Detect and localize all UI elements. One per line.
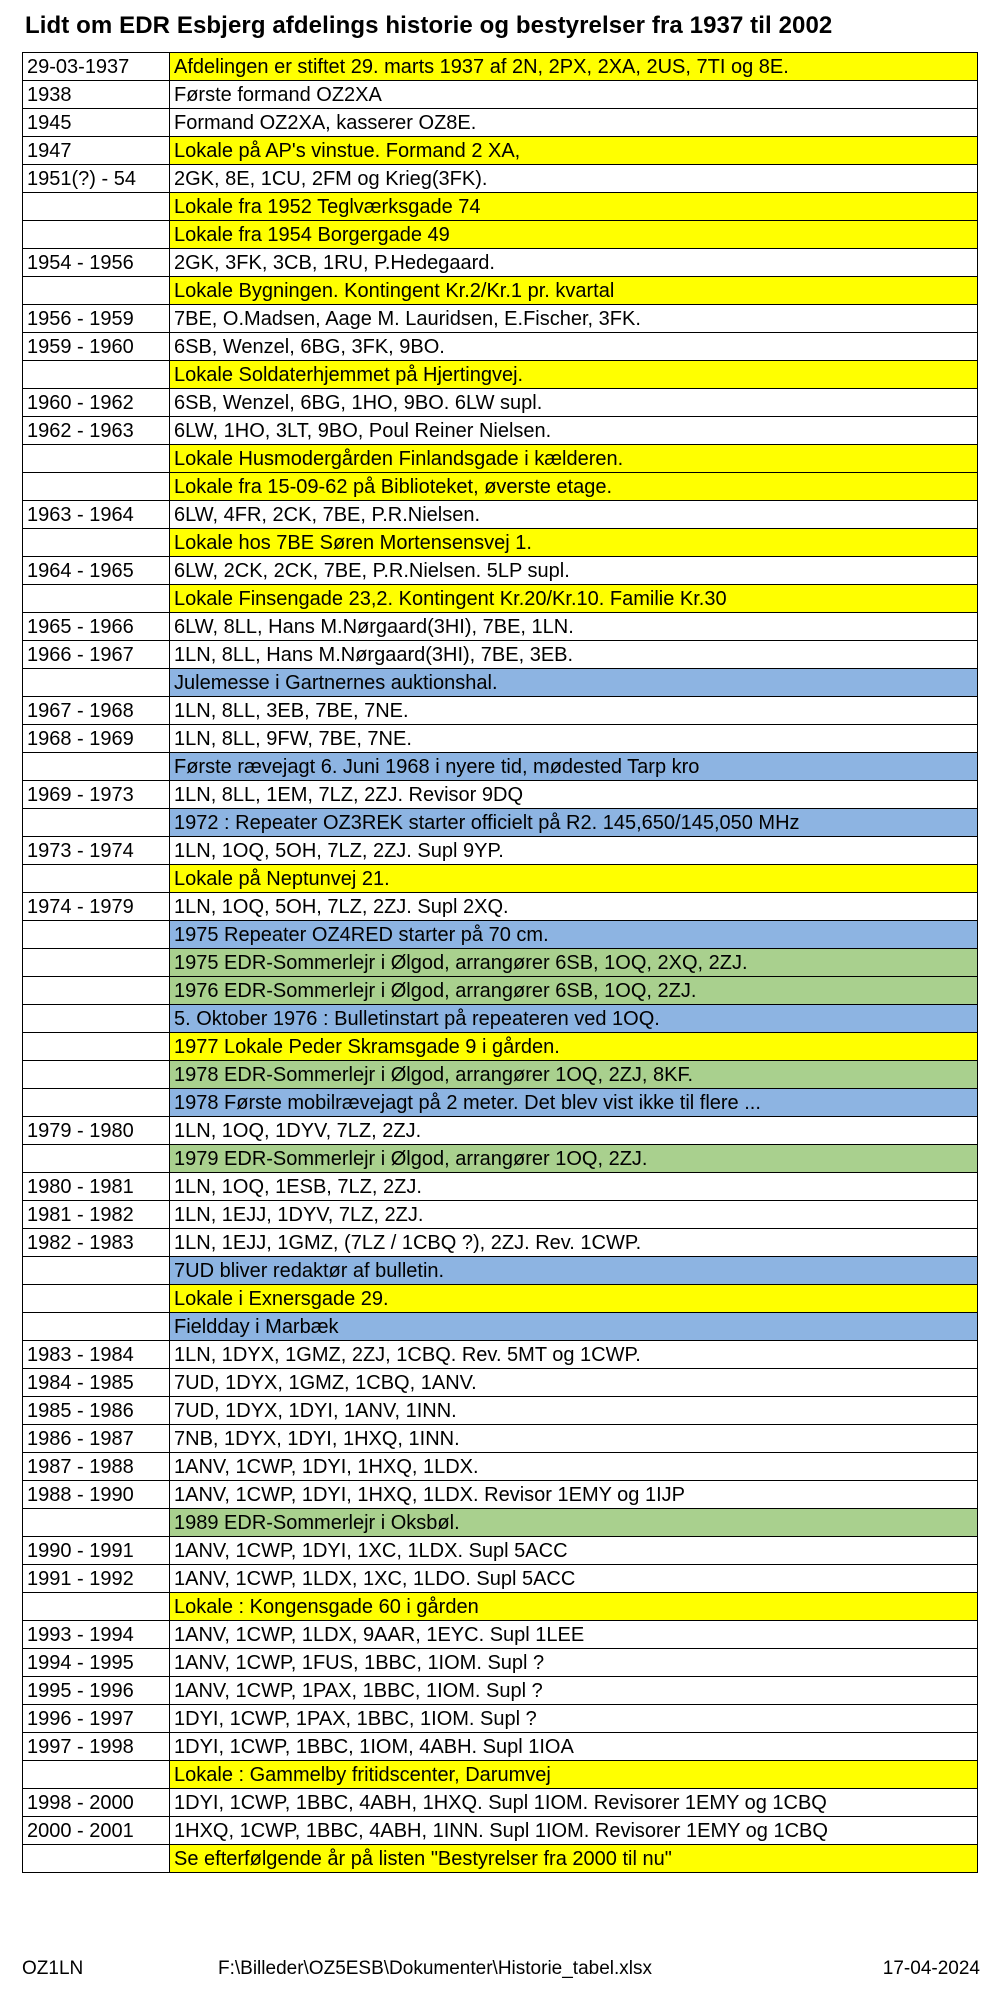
description-cell: 6LW, 8LL, Hans M.Nørgaard(3HI), 7BE, 1LN. (170, 613, 978, 641)
table-row (23, 305, 978, 333)
description-cell: 1ANV, 1CWP, 1LDX, 1XC, 1LDO. Supl 5ACC (170, 1565, 978, 1593)
table-row (23, 585, 978, 613)
table-row (23, 1313, 978, 1341)
year-cell (23, 529, 170, 557)
year-cell (23, 473, 170, 501)
history-table-body (23, 53, 978, 1873)
footer-date: 17-04-2024 (882, 1958, 980, 1979)
table-row (23, 389, 978, 417)
year-cell: 1993 - 1994 (23, 1621, 170, 1649)
table-row (23, 193, 978, 221)
description-cell: 6SB, Wenzel, 6BG, 1HO, 9BO. 6LW supl. (170, 389, 978, 417)
description-cell: 1LN, 1DYX, 1GMZ, 2ZJ, 1CBQ. Rev. 5MT og 1CWP. (170, 1341, 978, 1369)
description-cell: Lokale i Exnersgade 29. (170, 1285, 978, 1313)
table-row (23, 1425, 978, 1453)
year-cell (23, 865, 170, 893)
year-cell: 1996 - 1997 (23, 1705, 170, 1733)
table-row (23, 1117, 978, 1145)
year-cell: 1982 - 1983 (23, 1229, 170, 1257)
year-cell (23, 1761, 170, 1789)
table-row (23, 977, 978, 1005)
year-cell: 1981 - 1982 (23, 1201, 170, 1229)
table-row (23, 1565, 978, 1593)
year-cell: 1960 - 1962 (23, 389, 170, 417)
year-cell (23, 809, 170, 837)
description-cell: 2GK, 8E, 1CU, 2FM og Krieg(3FK). (170, 165, 978, 193)
year-cell: 1969 - 1973 (23, 781, 170, 809)
table-row (23, 109, 978, 137)
table-row (23, 1733, 978, 1761)
description-cell: 6LW, 4FR, 2CK, 7BE, P.R.Nielsen. (170, 501, 978, 529)
year-cell (23, 1005, 170, 1033)
description-cell: Lokale Husmodergården Finlandsgade i kælderen. (170, 445, 978, 473)
description-cell: Lokale : Gammelby fritidscenter, Darumvej (170, 1761, 978, 1789)
description-cell: 1975 EDR-Sommerlejr i Ølgod, arrangører 6SB, 1OQ, 2XQ, 2ZJ. (170, 949, 978, 977)
description-cell: 1979 EDR-Sommerlejr i Ølgod, arrangører 1OQ, 2ZJ. (170, 1145, 978, 1173)
table-row (23, 473, 978, 501)
year-cell: 1951(?) - 54 (23, 165, 170, 193)
description-cell: 1978 EDR-Sommerlejr i Ølgod, arrangører 1OQ, 2ZJ, 8KF. (170, 1061, 978, 1089)
table-row (23, 1173, 978, 1201)
description-cell: 1DYI, 1CWP, 1BBC, 1IOM, 4ABH. Supl 1IOA (170, 1733, 978, 1761)
table-row (23, 641, 978, 669)
year-cell (23, 445, 170, 473)
table-row (23, 1005, 978, 1033)
table-row (23, 361, 978, 389)
description-cell: Lokale fra 1954 Borgergade 49 (170, 221, 978, 249)
table-row (23, 1201, 978, 1229)
description-cell: 1LN, 8LL, 1EM, 7LZ, 2ZJ. Revisor 9DQ (170, 781, 978, 809)
year-cell: 1973 - 1974 (23, 837, 170, 865)
description-cell: 6LW, 2CK, 2CK, 7BE, P.R.Nielsen. 5LP supl. (170, 557, 978, 585)
table-row (23, 949, 978, 977)
year-cell (23, 1089, 170, 1117)
year-cell: 1966 - 1967 (23, 641, 170, 669)
table-row (23, 1509, 978, 1537)
description-cell: 1DYI, 1CWP, 1PAX, 1BBC, 1IOM. Supl ? (170, 1705, 978, 1733)
table-row (23, 1285, 978, 1313)
table-row (23, 1453, 978, 1481)
description-cell: 1LN, 8LL, Hans M.Nørgaard(3HI), 7BE, 3EB. (170, 641, 978, 669)
table-row (23, 837, 978, 865)
table-row (23, 417, 978, 445)
table-row (23, 1537, 978, 1565)
year-cell: 1988 - 1990 (23, 1481, 170, 1509)
year-cell: 1959 - 1960 (23, 333, 170, 361)
year-cell: 1998 - 2000 (23, 1789, 170, 1817)
year-cell (23, 1845, 170, 1873)
table-row (23, 1621, 978, 1649)
table-row (23, 53, 978, 81)
description-cell: 1ANV, 1CWP, 1DYI, 1HXQ, 1LDX. (170, 1453, 978, 1481)
table-row (23, 809, 978, 837)
year-cell: 2000 - 2001 (23, 1817, 170, 1845)
year-cell (23, 977, 170, 1005)
table-row (23, 1649, 978, 1677)
year-cell: 1979 - 1980 (23, 1117, 170, 1145)
table-row (23, 1677, 978, 1705)
year-cell (23, 753, 170, 781)
footer-author: OZ1LN (22, 1958, 84, 1979)
description-cell: Lokale Soldaterhjemmet på Hjertingvej. (170, 361, 978, 389)
description-cell: 1ANV, 1CWP, 1DYI, 1HXQ, 1LDX. Revisor 1EMY og 1IJP (170, 1481, 978, 1509)
year-cell: 1967 - 1968 (23, 697, 170, 725)
description-cell: 7NB, 1DYX, 1DYI, 1HXQ, 1INN. (170, 1425, 978, 1453)
table-row (23, 81, 978, 109)
description-cell: 1LN, 1OQ, 1DYV, 7LZ, 2ZJ. (170, 1117, 978, 1145)
description-cell: Første rævejagt 6. Juni 1968 i nyere tid, mødested Tarp kro (170, 753, 978, 781)
table-row (23, 1845, 978, 1873)
year-cell: 29-03-1937 (23, 53, 170, 81)
table-row (23, 781, 978, 809)
description-cell: 1LN, 8LL, 3EB, 7BE, 7NE. (170, 697, 978, 725)
table-row (23, 277, 978, 305)
description-cell: 1LN, 1OQ, 5OH, 7LZ, 2ZJ. Supl 2XQ. (170, 893, 978, 921)
description-cell: 1ANV, 1CWP, 1LDX, 9AAR, 1EYC. Supl 1LEE (170, 1621, 978, 1649)
year-cell: 1964 - 1965 (23, 557, 170, 585)
table-row (23, 1033, 978, 1061)
description-cell: 1LN, 8LL, 9FW, 7BE, 7NE. (170, 725, 978, 753)
year-cell (23, 1313, 170, 1341)
year-cell: 1968 - 1969 (23, 725, 170, 753)
description-cell: 1ANV, 1CWP, 1DYI, 1XC, 1LDX. Supl 5ACC (170, 1537, 978, 1565)
table-row (23, 921, 978, 949)
year-cell (23, 1061, 170, 1089)
description-cell: 1LN, 1EJJ, 1GMZ, (7LZ / 1CBQ ?), 2ZJ. Rev. 1CWP. (170, 1229, 978, 1257)
year-cell: 1965 - 1966 (23, 613, 170, 641)
year-cell: 1997 - 1998 (23, 1733, 170, 1761)
description-cell: 7BE, O.Madsen, Aage M. Lauridsen, E.Fischer, 3FK. (170, 305, 978, 333)
table-row (23, 249, 978, 277)
description-cell: 1989 EDR-Sommerlejr i Oksbøl. (170, 1509, 978, 1537)
description-cell: Fieldday i Marbæk (170, 1313, 978, 1341)
description-cell: 1978 Første mobilrævejagt på 2 meter. Det blev vist ikke til flere ... (170, 1089, 978, 1117)
table-row (23, 529, 978, 557)
year-cell: 1995 - 1996 (23, 1677, 170, 1705)
description-cell: 1HXQ, 1CWP, 1BBC, 4ABH, 1INN. Supl 1IOM. Revisorer 1EMY og 1CBQ (170, 1817, 978, 1845)
year-cell (23, 1285, 170, 1313)
table-row (23, 1257, 978, 1285)
year-cell: 1954 - 1956 (23, 249, 170, 277)
year-cell: 1985 - 1986 (23, 1397, 170, 1425)
footer-file-path: F:\Billeder\OZ5ESB\Dokumenter\Historie_tabel.xlsx (218, 1958, 652, 1979)
table-row (23, 221, 978, 249)
table-row (23, 165, 978, 193)
description-cell: 1LN, 1OQ, 5OH, 7LZ, 2ZJ. Supl 9YP. (170, 837, 978, 865)
year-cell (23, 361, 170, 389)
description-cell: 1977 Lokale Peder Skramsgade 9 i gården. (170, 1033, 978, 1061)
table-row (23, 501, 978, 529)
description-cell: 1976 EDR-Sommerlejr i Ølgod, arrangører 6SB, 1OQ, 2ZJ. (170, 977, 978, 1005)
description-cell: 1ANV, 1CWP, 1PAX, 1BBC, 1IOM. Supl ? (170, 1677, 978, 1705)
description-cell: 7UD, 1DYX, 1GMZ, 1CBQ, 1ANV. (170, 1369, 978, 1397)
year-cell: 1956 - 1959 (23, 305, 170, 333)
year-cell: 1994 - 1995 (23, 1649, 170, 1677)
year-cell (23, 193, 170, 221)
description-cell: Lokale fra 1952 Teglværksgade 74 (170, 193, 978, 221)
year-cell (23, 585, 170, 613)
description-cell: 6LW, 1HO, 3LT, 9BO, Poul Reiner Nielsen. (170, 417, 978, 445)
description-cell: 1LN, 1EJJ, 1DYV, 7LZ, 2ZJ. (170, 1201, 978, 1229)
year-cell: 1983 - 1984 (23, 1341, 170, 1369)
description-cell: Lokale på AP's vinstue. Formand 2 XA, (170, 137, 978, 165)
table-row (23, 725, 978, 753)
year-cell: 1984 - 1985 (23, 1369, 170, 1397)
year-cell (23, 1257, 170, 1285)
description-cell: 1975 Repeater OZ4RED starter på 70 cm. (170, 921, 978, 949)
description-cell: 6SB, Wenzel, 6BG, 3FK, 9BO. (170, 333, 978, 361)
year-cell: 1938 (23, 81, 170, 109)
description-cell: Lokale fra 15-09-62 på Biblioteket, øverste etage. (170, 473, 978, 501)
year-cell: 1990 - 1991 (23, 1537, 170, 1565)
table-row (23, 1705, 978, 1733)
table-row (23, 865, 978, 893)
table-row (23, 1061, 978, 1089)
description-cell: 1972 : Repeater OZ3REK starter officielt på R2. 145,650/145,050 MHz (170, 809, 978, 837)
description-cell: 1LN, 1OQ, 1ESB, 7LZ, 2ZJ. (170, 1173, 978, 1201)
table-row (23, 1817, 978, 1845)
year-cell: 1947 (23, 137, 170, 165)
table-row (23, 1397, 978, 1425)
table-row (23, 613, 978, 641)
document-title: Lidt om EDR Esbjerg afdelings historie og bestyrelser fra 1937 til 2002 (25, 12, 833, 39)
description-cell: Lokale Bygningen. Kontingent Kr.2/Kr.1 pr. kvartal (170, 277, 978, 305)
year-cell (23, 921, 170, 949)
description-cell: Se efterfølgende år på listen "Bestyrelser fra 2000 til nu" (170, 1845, 978, 1873)
year-cell (23, 1593, 170, 1621)
description-cell: 2GK, 3FK, 3CB, 1RU, P.Hedegaard. (170, 249, 978, 277)
description-cell: Lokale : Kongensgade 60 i gården (170, 1593, 978, 1621)
description-cell: 1DYI, 1CWP, 1BBC, 4ABH, 1HXQ. Supl 1IOM. Revisorer 1EMY og 1CBQ (170, 1789, 978, 1817)
description-cell: Julemesse i Gartnernes auktionshal. (170, 669, 978, 697)
history-table (22, 52, 978, 1873)
table-row (23, 893, 978, 921)
year-cell (23, 1509, 170, 1537)
table-row (23, 1789, 978, 1817)
table-row (23, 445, 978, 473)
table-row (23, 697, 978, 725)
year-cell: 1974 - 1979 (23, 893, 170, 921)
table-row (23, 1481, 978, 1509)
year-cell (23, 669, 170, 697)
year-cell (23, 1145, 170, 1173)
table-row (23, 1145, 978, 1173)
description-cell: Første formand OZ2XA (170, 81, 978, 109)
table-row (23, 1229, 978, 1257)
table-row (23, 1593, 978, 1621)
table-row (23, 1369, 978, 1397)
description-cell: 5. Oktober 1976 : Bulletinstart på repeateren ved 1OQ. (170, 1005, 978, 1033)
description-cell: 7UD bliver redaktør af bulletin. (170, 1257, 978, 1285)
table-row (23, 557, 978, 585)
table-row (23, 333, 978, 361)
year-cell (23, 277, 170, 305)
description-cell: 1ANV, 1CWP, 1FUS, 1BBC, 1IOM. Supl ? (170, 1649, 978, 1677)
year-cell (23, 221, 170, 249)
year-cell: 1987 - 1988 (23, 1453, 170, 1481)
year-cell: 1991 - 1992 (23, 1565, 170, 1593)
year-cell: 1963 - 1964 (23, 501, 170, 529)
table-row (23, 1341, 978, 1369)
year-cell: 1945 (23, 109, 170, 137)
table-row (23, 753, 978, 781)
year-cell: 1980 - 1981 (23, 1173, 170, 1201)
table-row (23, 669, 978, 697)
description-cell: Lokale hos 7BE Søren Mortensensvej 1. (170, 529, 978, 557)
description-cell: Afdelingen er stiftet 29. marts 1937 af 2N, 2PX, 2XA, 2US, 7TI og 8E. (170, 53, 978, 81)
description-cell: Lokale på Neptunvej 21. (170, 865, 978, 893)
year-cell (23, 1033, 170, 1061)
description-cell: 7UD, 1DYX, 1DYI, 1ANV, 1INN. (170, 1397, 978, 1425)
table-row (23, 1089, 978, 1117)
table-row (23, 1761, 978, 1789)
year-cell (23, 949, 170, 977)
year-cell: 1962 - 1963 (23, 417, 170, 445)
description-cell: Formand OZ2XA, kasserer OZ8E. (170, 109, 978, 137)
table-row (23, 137, 978, 165)
year-cell: 1986 - 1987 (23, 1425, 170, 1453)
description-cell: Lokale Finsengade 23,2. Kontingent Kr.20/Kr.10. Familie Kr.30 (170, 585, 978, 613)
